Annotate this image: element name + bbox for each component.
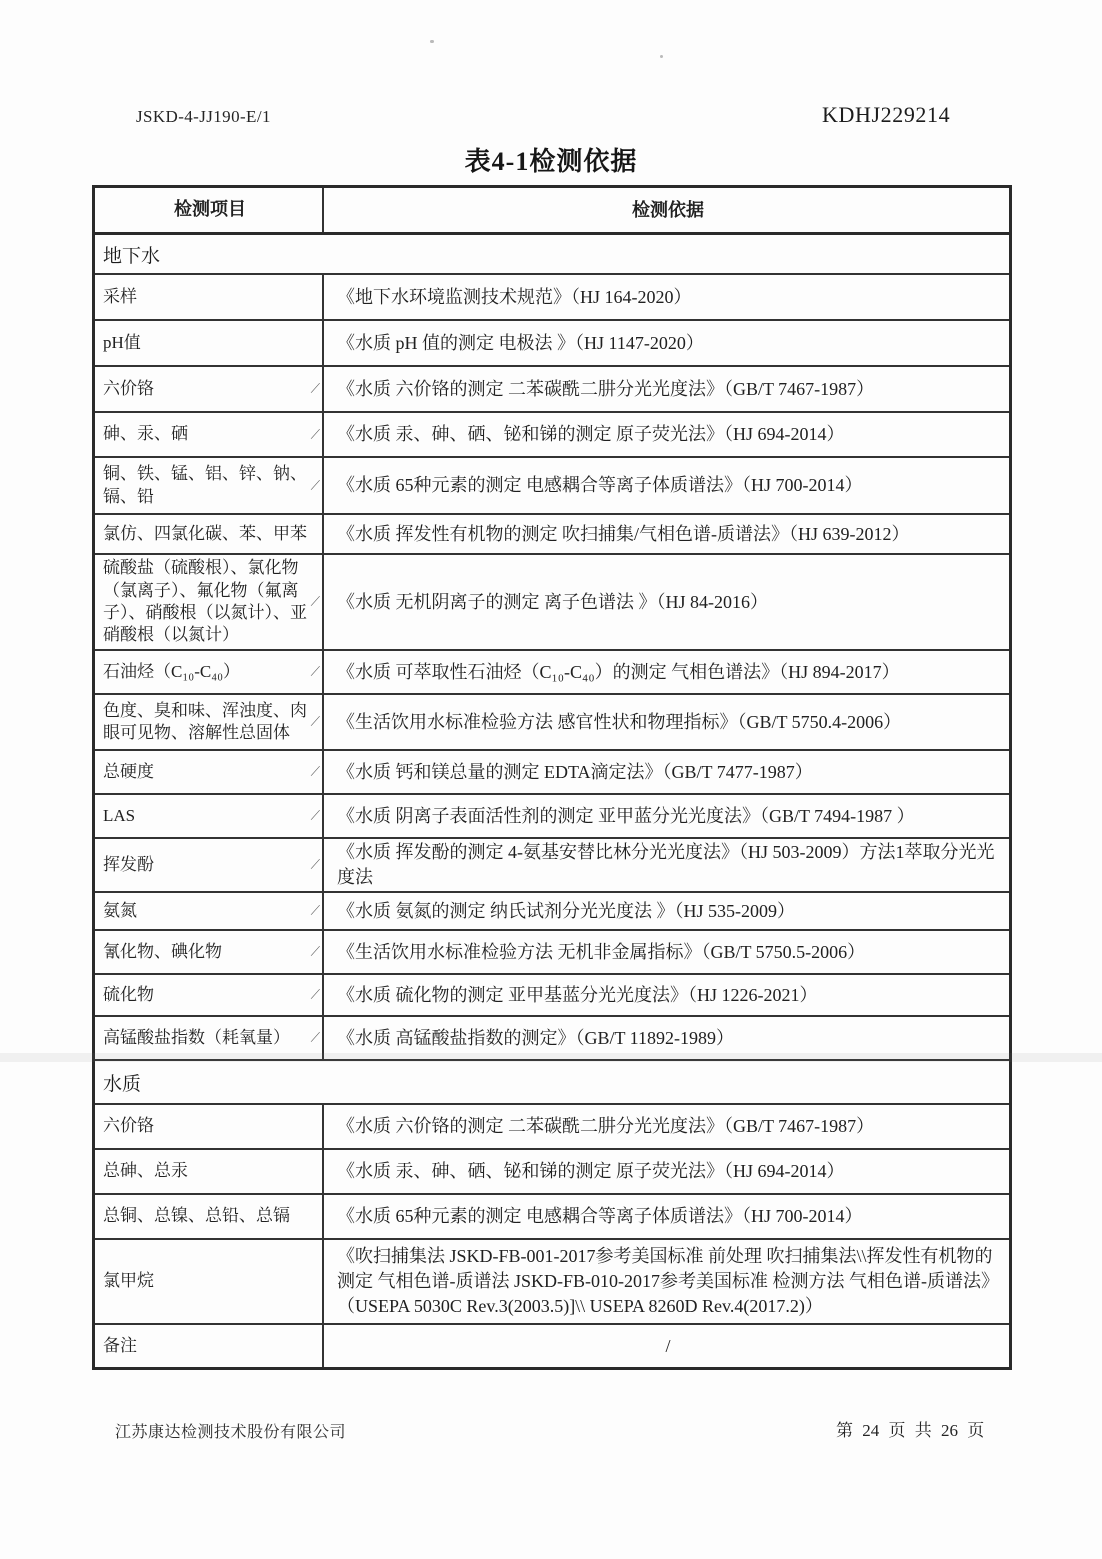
test-item: 备注 [103, 1335, 137, 1355]
document-code: JSKD-4-JJ190-E/1 [136, 107, 271, 126]
column-header-basis: 检测依据 [632, 199, 704, 220]
section-row-water-quality [95, 1061, 1009, 1105]
test-basis: 《水质 六价铬的测定 二苯碳酰二肼分光光度法》（GB/T 7467-1987） [337, 1116, 875, 1137]
pencil-tick-mark: ⁄ [313, 807, 318, 825]
test-basis: 《地下水环境监测技术规范》（HJ 164-2020） [337, 286, 692, 307]
table-row [95, 1195, 1009, 1240]
table-row-remarks [95, 1325, 1009, 1367]
test-basis: 《水质 氨氮的测定 纳氏试剂分光光度法 》（HJ 535-2009） [337, 900, 795, 921]
test-basis: 《水质 汞、砷、硒、铋和锑的测定 原子荧光法》（HJ 694-2014） [337, 1161, 845, 1182]
footer-company-name: 江苏康达检测技术股份有限公司 [115, 1424, 347, 1441]
test-basis: 《吹扫捕集法 JSKD-FB-001-2017参考美国标准 前处理 吹扫捕集法\\挥发性有机物的测定 气相色谱-质谱法 JSKD-FB-010-2017参考美国标准 检测方法 气相色谱-质谱法》（USEPA 5030C Rev.3(2003.5)]\\ USEPA 8260D Rev.4(2017.2)） [337, 1246, 999, 1316]
pencil-tick-mark: ⁄ [313, 902, 318, 920]
table-row [95, 893, 1009, 931]
test-basis: 《水质 高锰酸盐指数的测定》（GB/T 11892-1989） [337, 1027, 735, 1048]
test-item: 氰化物、碘化物 [103, 941, 222, 961]
test-item: 色度、臭和味、浑浊度、肉眼可见物、溶解性总固体 [103, 700, 307, 742]
section-label: 水质 [103, 1073, 142, 1095]
test-item: 总砷、总汞 [103, 1161, 188, 1181]
pencil-tick-mark: ⁄ [313, 663, 318, 681]
test-item: 总铜、总镍、总铅、总镉 [103, 1206, 290, 1226]
table-row [95, 975, 1009, 1017]
test-basis: 《水质 硫化物的测定 亚甲基蓝分光光度法》（HJ 1226-2021） [337, 984, 818, 1005]
test-basis: 《水质 65种元素的测定 电感耦合等离子体质谱法》（HJ 700-2014） [337, 1206, 863, 1227]
test-basis: 《水质 阴离子表面活性剂的测定 亚甲蓝分光光度法》（GB/T 7494-1987 ） [337, 805, 915, 826]
table-row [95, 1017, 1009, 1061]
section-label: 地下水 [103, 245, 161, 267]
test-basis: 《水质 钙和镁总量的测定 EDTA滴定法》（GB/T 7477-1987） [337, 761, 813, 782]
test-basis: 《水质 pH 值的测定 电极法 》（HJ 1147-2020） [337, 332, 704, 353]
remarks-value: / [665, 1335, 671, 1356]
pencil-tick-mark: ⁄ [313, 593, 318, 611]
table-row [95, 555, 1009, 651]
test-basis-table [92, 185, 1012, 1370]
test-basis: 《水质 无机阴离子的测定 离子色谱法 》（HJ 84-2016） [337, 591, 768, 612]
table-row [95, 458, 1009, 515]
table-row [95, 931, 1009, 975]
pencil-tick-mark: ⁄ [313, 1029, 318, 1047]
test-item: 六价铬 [103, 378, 154, 398]
test-item: 采样 [103, 286, 137, 306]
section-row-groundwater [95, 235, 1009, 275]
test-item: 硫酸盐（硫酸根）、氯化物（氯离子）、氟化物（氟离子）、硝酸根（以氮计）、亚硝酸根（以氮计） [103, 558, 307, 645]
table-row [95, 367, 1009, 413]
table-row [95, 1240, 1009, 1325]
test-item: 总硬度 [103, 761, 154, 781]
pencil-tick-mark: ⁄ [313, 477, 318, 495]
test-item: 氯甲烷 [103, 1271, 154, 1291]
test-item: 氨氮 [103, 900, 137, 920]
test-item: LAS [103, 805, 136, 825]
table-header-row [95, 188, 1009, 235]
test-basis: 《水质 六价铬的测定 二苯碳酰二肼分光光度法》（GB/T 7467-1987） [337, 378, 875, 399]
table-row [95, 275, 1009, 321]
pencil-tick-mark: ⁄ [313, 426, 318, 444]
table-row [95, 839, 1009, 893]
table-row [95, 795, 1009, 839]
table-row [95, 1105, 1009, 1150]
test-item: 挥发酚 [103, 854, 154, 874]
table-row [95, 1150, 1009, 1195]
scan-artifact-speck [660, 55, 663, 58]
table-row [95, 321, 1009, 367]
test-basis: 《水质 挥发性有机物的测定 吹扫捕集/气相色谱-质谱法》（HJ 639-2012） [337, 523, 910, 544]
column-header-item: 检测项目 [95, 188, 324, 232]
report-number: KDHJ229214 [822, 102, 951, 127]
test-basis: 《生活饮用水标准检验方法 感官性状和物理指标》（GB/T 5750.4-2006） [337, 711, 902, 732]
scan-artifact-speck [430, 40, 434, 43]
test-item: 氯仿、四氯化碳、苯、甲苯 [103, 523, 307, 543]
test-basis: 《水质 挥发酚的测定 4-氨基安替比林分光光度法》（HJ 503-2009）方法1萃取分光光度法 [337, 842, 995, 887]
test-basis: 《水质 65种元素的测定 电感耦合等离子体质谱法》（HJ 700-2014） [337, 475, 863, 496]
test-item: 砷、汞、硒 [103, 424, 188, 444]
pencil-tick-mark: ⁄ [313, 943, 318, 961]
test-basis: 《水质 可萃取性石油烃（C₁₀-C₄₀）的测定 气相色谱法》（HJ 894-2017） [337, 661, 900, 682]
pencil-tick-mark: ⁄ [313, 713, 318, 731]
test-item: 六价铬 [103, 1116, 154, 1136]
test-basis: 《生活饮用水标准检验方法 无机非金属指标》（GB/T 5750.5-2006） [337, 941, 866, 962]
footer-page-number: 第 24 页 共 26 页 [836, 1421, 985, 1440]
pencil-tick-mark: ⁄ [313, 986, 318, 1004]
table-row [95, 515, 1009, 555]
test-item: 高锰酸盐指数（耗氧量） [103, 1027, 290, 1047]
test-item: 铜、铁、锰、铝、锌、钠、镉、铅 [103, 464, 307, 506]
test-item: pH值 [103, 332, 141, 352]
table-row [95, 751, 1009, 795]
test-basis: 《水质 汞、砷、硒、铋和锑的测定 原子荧光法》（HJ 694-2014） [337, 424, 845, 445]
pencil-tick-mark: ⁄ [313, 856, 318, 874]
pencil-tick-mark: ⁄ [313, 763, 318, 781]
table-row [95, 695, 1009, 751]
test-item: 硫化物 [103, 984, 154, 1004]
pencil-tick-mark: ⁄ [313, 380, 318, 398]
table-row [95, 651, 1009, 695]
table-row [95, 413, 1009, 458]
test-item: 石油烃（C₁₀-C₄₀） [103, 661, 241, 681]
page-title: 表4-1检测依据 [464, 147, 638, 176]
